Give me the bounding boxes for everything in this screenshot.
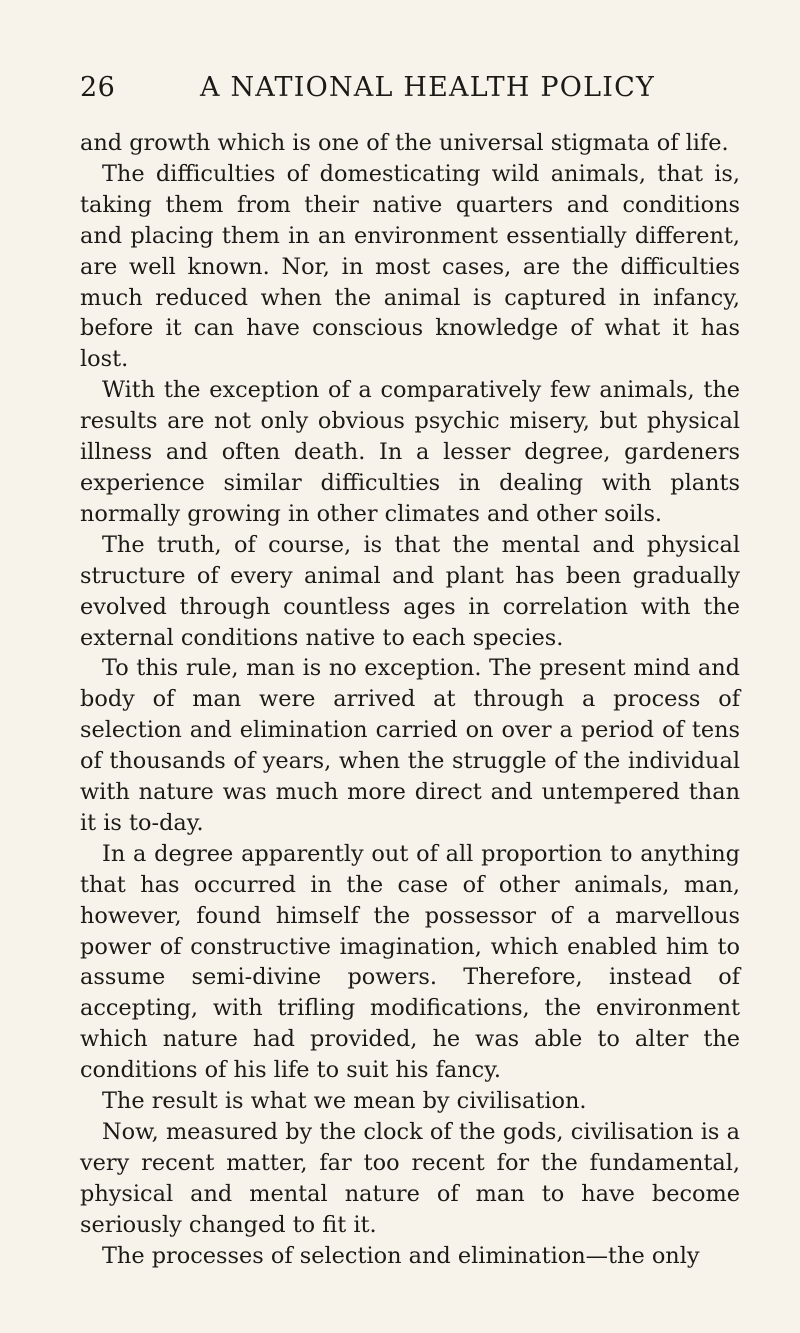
paragraph: Now, measured by the clock of the gods, civilisation is a very recent matter, far too recent for the fundamental, physical and mental nature of man to have become seriously changed to fit it. <box>80 1119 740 1238</box>
paragraph: The result is what we mean by civilisation. <box>102 1088 587 1115</box>
running-head <box>80 72 740 112</box>
paragraph: With the exception of a comparatively few animals, the results are not only obvious psychic misery, but physical illness and often death. In a lesser degree, gardeners experience similar difficulties in dealing with plants normally growing in other climates and other soils. <box>80 377 740 527</box>
paragraph: and growth which is one of the universal stigmata of life. <box>80 130 729 156</box>
page-number: 26 <box>80 72 116 103</box>
paragraph: To this rule, man is no exception. The present mind and body of man were arrived at through a process of selection and elimination carried on over a period of tens of thousands of years, when the struggle of the individual with nature was much more direct and untempered than it is to-day. <box>80 655 740 836</box>
body-text <box>80 128 740 1272</box>
paragraph: The processes of selection and elimination—the only <box>102 1242 700 1269</box>
paragraph: The difficulties of domesticating wild animals, that is, taking them from their native quarters and conditions and placing them in an environment essentially different, are well known. Nor, in most cases, are the difficulties much reduced when the animal is captured in infancy, before it can have conscious knowledge of what it has lost. <box>80 160 740 373</box>
paragraph: The truth, of course, is that the mental and physical structure of every animal and plant has been gradually evolved through countless ages in correlation with the external conditions native to each species. <box>80 531 740 651</box>
paragraph: In a degree apparently out of all proportion to anything that has occurred in the case of other animals, man, however, found himself the possessor of a marvellous power of constructive imagination, which enabled him to assume semi-divine powers. Therefore, instead of accepting, with trifling modifications, the environment which nature had provided, he was able to alter the conditions of his life to suit his fancy. <box>80 840 740 1084</box>
running-head-title: A NATIONAL HEALTH POLICY <box>200 72 655 103</box>
